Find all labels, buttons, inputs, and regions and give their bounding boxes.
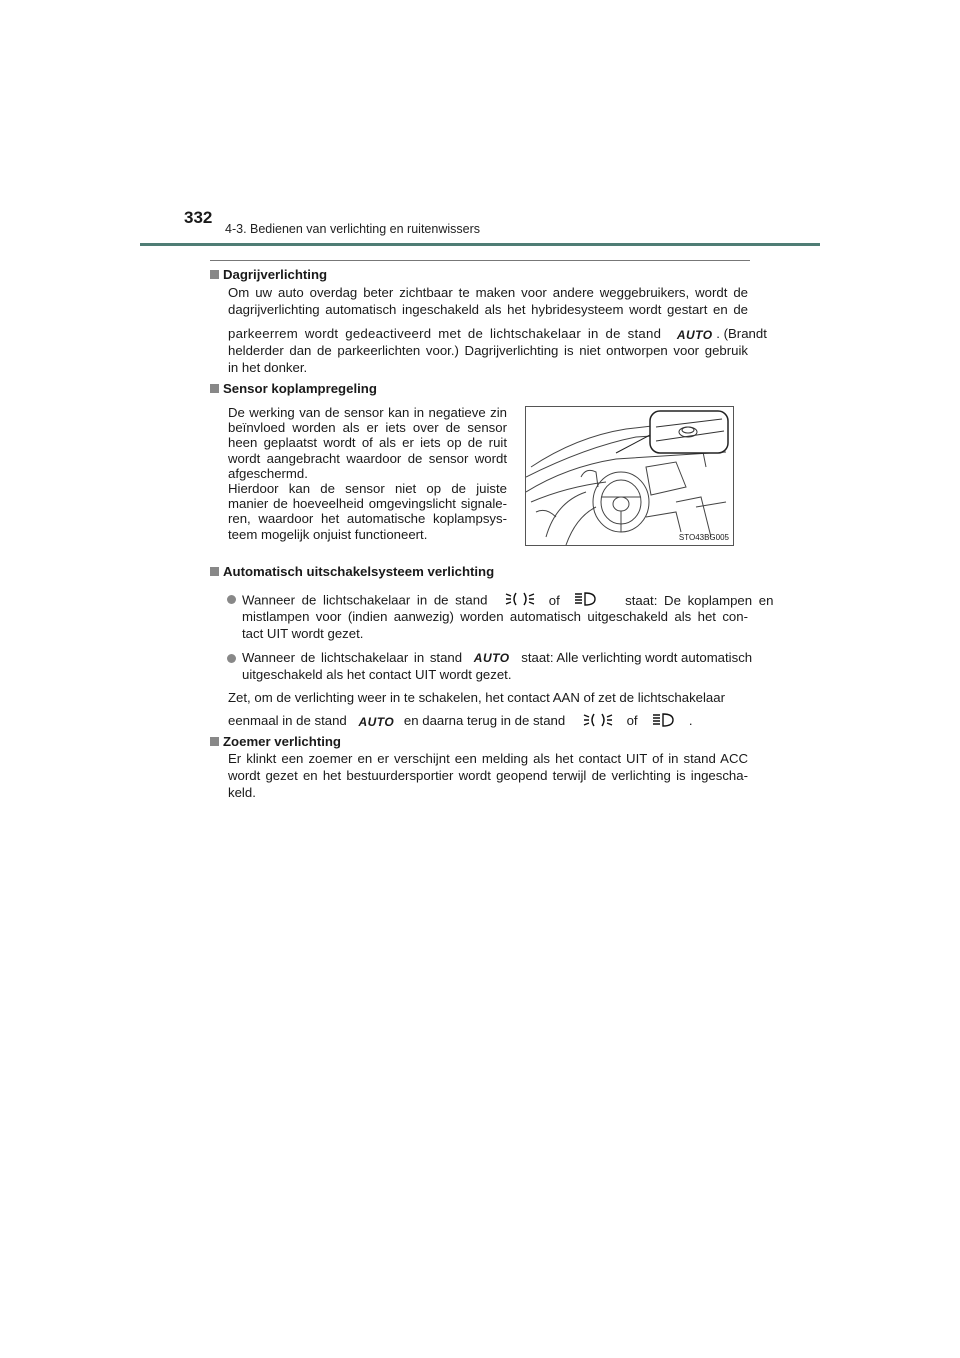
- auto-icon: AUTO: [676, 327, 713, 342]
- heading-dagrijverlichting: [210, 267, 750, 283]
- zoemer-line-3: keld.: [228, 785, 256, 800]
- para-text-b: en daarna terug in de stand: [403, 712, 566, 728]
- sensor-line: heen geplaatst wordt of als er iets op de ruit: [228, 435, 507, 451]
- heading-text: Zoemer verlichting: [223, 734, 341, 749]
- dashboard-drawing: [526, 407, 733, 545]
- sensor-line: manier de hoeveelheid omgevingslicht signale-: [228, 496, 507, 512]
- sensor-line: Hierdoor kan de sensor niet op de juiste: [228, 481, 507, 497]
- chapter-title: 4-3. Bedienen van verlichting en ruitenwissers: [225, 222, 480, 236]
- para-text-a: eenmaal in de stand: [228, 712, 347, 728]
- header-bar: [140, 243, 820, 246]
- figure-code: STO43BG005: [678, 533, 729, 542]
- heading-auto-off: [210, 564, 750, 580]
- auto-off-para-line-2: [228, 712, 693, 731]
- para-of: of: [626, 712, 638, 728]
- bullet-2-text-b: staat: Alle verlichting wordt automatisch: [521, 650, 753, 665]
- auto-icon: AUTO: [358, 714, 395, 729]
- heading-text: Automatisch uitschakelsysteem verlichting: [223, 564, 495, 579]
- bullet-1-of: of: [548, 592, 560, 608]
- dagrij-line-2: dagrijverlichting automatisch ingeschakeld als het hybridesysteem wordt gestart en de: [228, 302, 748, 317]
- sensor-line: beïnvloed worden als er iets over de sensor: [228, 420, 507, 436]
- heading-zoemer: [210, 734, 750, 750]
- heading-text: Dagrijverlichting: [223, 267, 328, 282]
- bullet-1-line-2: mistlampen voor (indien aanwezig) worden automatisch uitgeschakeld als het con-: [242, 609, 748, 624]
- heading-marker: [210, 270, 219, 279]
- dagrij-line-1: Om uw auto overdag beter zichtbaar te maken voor andere weggebruikers, wordt de: [228, 285, 748, 300]
- bullet-1-text-b: staat: De koplampen en: [625, 592, 774, 608]
- section-rule: [210, 260, 750, 261]
- sensor-line: afgeschermd.: [228, 465, 308, 481]
- heading-text: Sensor koplampregeling: [223, 381, 377, 396]
- dagrij-line-3b: . (Brandt: [716, 326, 767, 341]
- bullet-2-line-1: [242, 650, 752, 667]
- page-number: 332: [184, 208, 213, 227]
- auto-off-para-line-1: Zet, om de verlichting weer in te schakelen, het contact AAN of zet de lichtschakelaar: [228, 690, 725, 705]
- bullet-1-line-3: tact UIT wordt gezet.: [242, 626, 364, 641]
- sensor-line: De werking van de sensor kan in negatieve zin: [228, 405, 507, 420]
- dashboard-sensor-illustration: [525, 406, 734, 546]
- dagrij-line-4: helderder dan de parkeerlichten voor.) Dagrijverlichting is niet ontworpen voor gebruik: [228, 343, 748, 358]
- heading-marker: [210, 567, 219, 576]
- heading-marker: [210, 737, 219, 746]
- heading-sensor: [210, 381, 750, 397]
- bullet-1-text-a: Wanneer de lichtschakelaar in de stand: [242, 592, 488, 608]
- auto-icon: AUTO: [473, 651, 510, 666]
- bullet-dot: [227, 595, 236, 604]
- dagrij-line-3a: parkeerrem wordt gedeactiveerd met de lichtschakelaar in de stand: [228, 326, 662, 341]
- zoemer-line-1: Er klinkt een zoemer en er verschijnt een melding als het contact UIT of in stand ACC: [228, 751, 748, 766]
- dagrij-line-5: in het donker.: [228, 360, 308, 375]
- para-end: .: [688, 712, 693, 728]
- bullet-dot: [227, 654, 236, 663]
- headlight-icon: [651, 712, 677, 731]
- zoemer-line-2: wordt gezet en het bestuurdersportier wordt geopend terwijl de verlichting is ingescha-: [228, 768, 748, 783]
- sensor-line: wordt aangebracht waardoor de sensor wordt: [228, 450, 507, 466]
- parking-light-icon: [583, 712, 613, 731]
- sensor-text: [228, 405, 507, 542]
- bullet-2-line-2: uitgeschakeld als het contact UIT wordt gezet.: [242, 667, 512, 682]
- bullet-2-text-a: Wanneer de lichtschakelaar in stand: [242, 650, 463, 665]
- heading-marker: [210, 384, 219, 393]
- sensor-line: ren, waardoor het automatische koplampsys-: [228, 511, 507, 527]
- dagrij-line-3: [228, 326, 767, 342]
- sensor-line: teem mogelijk onjuist functioneert.: [228, 526, 428, 542]
